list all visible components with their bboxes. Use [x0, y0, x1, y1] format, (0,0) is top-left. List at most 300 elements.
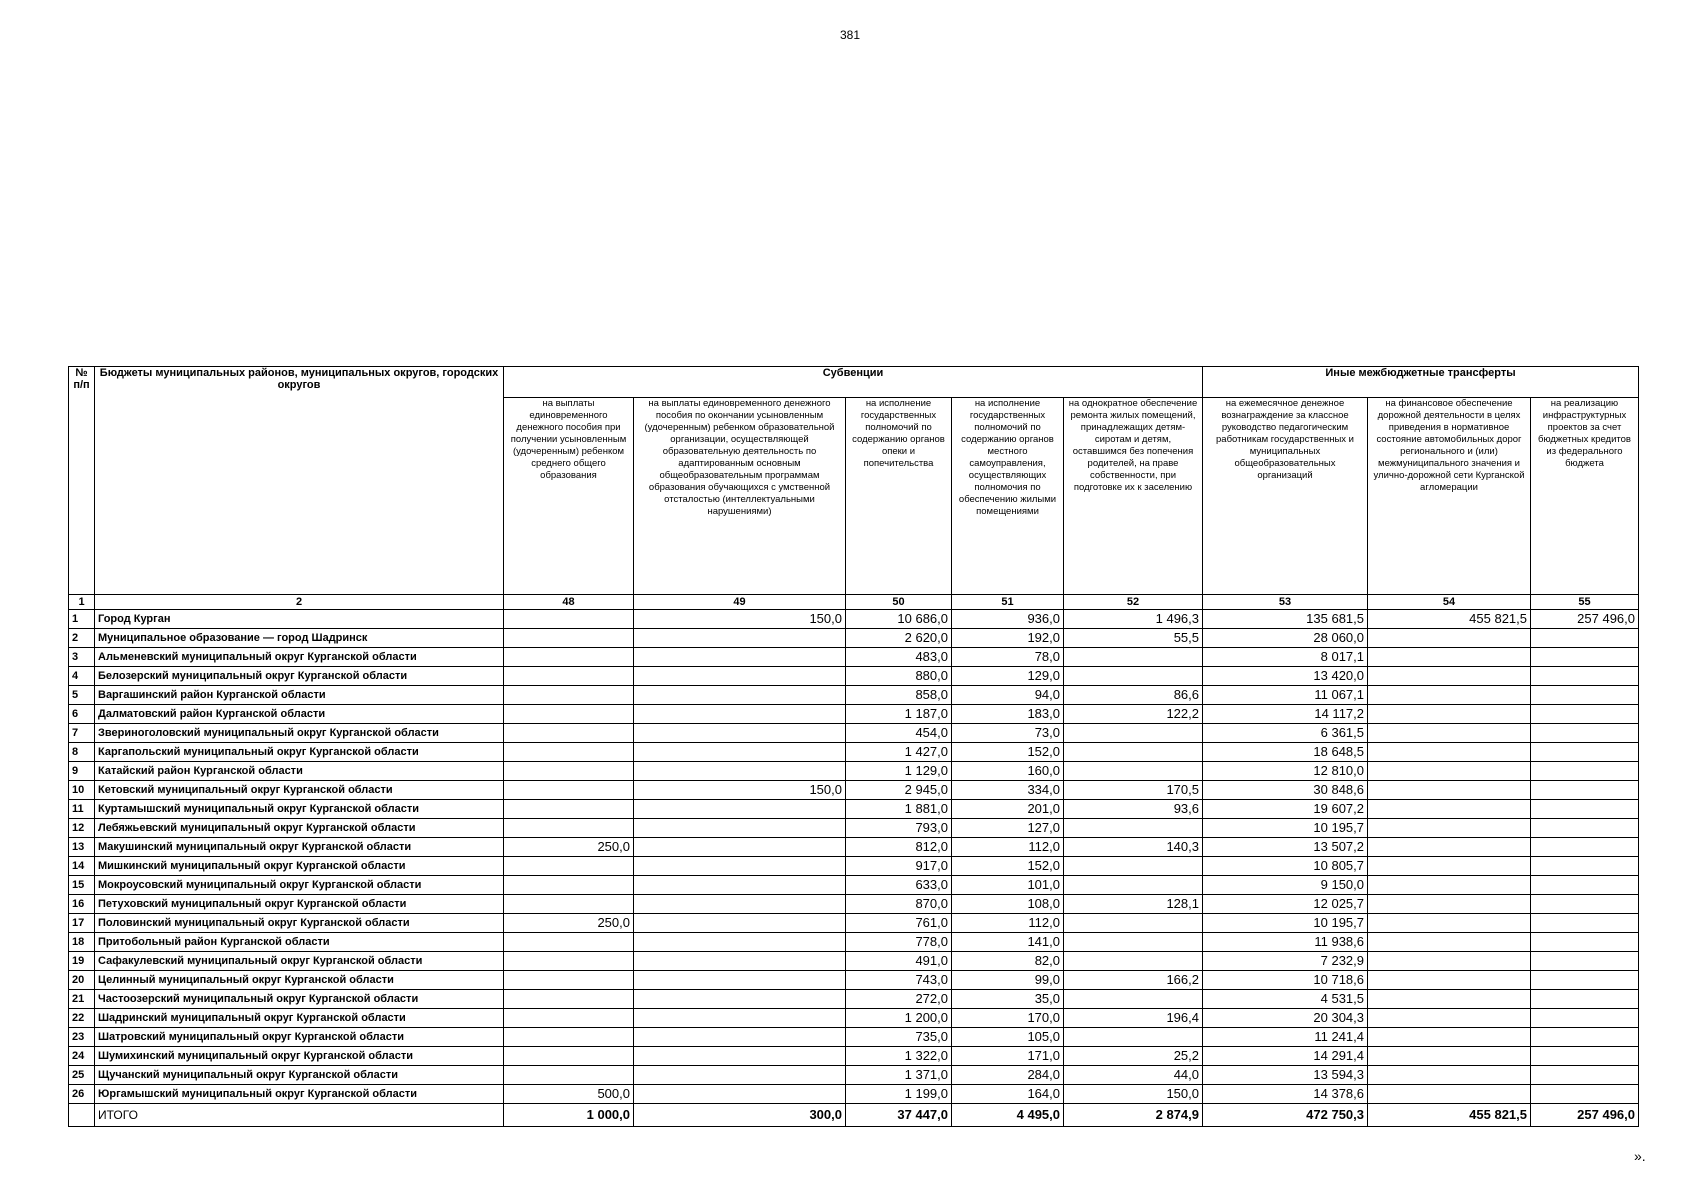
- row-number: 10: [69, 781, 95, 800]
- value-cell: 196,4: [1064, 1009, 1203, 1028]
- table-row: [69, 876, 1639, 895]
- column-number: 49: [634, 595, 846, 610]
- value-cell: 1 199,0: [846, 1085, 952, 1104]
- value-cell: [1531, 686, 1639, 705]
- value-cell: 10 195,7: [1203, 914, 1368, 933]
- value-cell: [634, 667, 846, 686]
- value-cell: 11 067,1: [1203, 686, 1368, 705]
- value-cell: 108,0: [952, 895, 1064, 914]
- table-row: [69, 629, 1639, 648]
- value-cell: [504, 876, 634, 895]
- budget-name: Петуховский муниципальный округ Курганской области: [95, 895, 504, 914]
- value-cell: [504, 686, 634, 705]
- header-row-column-numbers: [69, 595, 1639, 610]
- value-cell: [1531, 1047, 1639, 1066]
- value-cell: [634, 933, 846, 952]
- value-cell: [1064, 743, 1203, 762]
- value-cell: 170,0: [952, 1009, 1064, 1028]
- value-cell: 140,3: [1064, 838, 1203, 857]
- value-cell: [634, 686, 846, 705]
- budget-name: Варгашинский район Курганской области: [95, 686, 504, 705]
- budget-name: Город Курган: [95, 610, 504, 629]
- value-cell: 166,2: [1064, 971, 1203, 990]
- value-cell: [1368, 743, 1531, 762]
- value-cell: 334,0: [952, 781, 1064, 800]
- value-cell: [634, 990, 846, 1009]
- table-body: [69, 610, 1639, 1127]
- value-cell: [504, 990, 634, 1009]
- row-number: 21: [69, 990, 95, 1009]
- row-number: 1: [69, 610, 95, 629]
- value-cell: 10 686,0: [846, 610, 952, 629]
- value-cell: [1368, 819, 1531, 838]
- value-cell: [1531, 648, 1639, 667]
- table-row: [69, 781, 1639, 800]
- value-cell: 880,0: [846, 667, 952, 686]
- value-cell: 500,0: [504, 1085, 634, 1104]
- closing-quote-mark: ».: [1634, 1148, 1646, 1164]
- value-cell: [1064, 952, 1203, 971]
- value-cell: 778,0: [846, 933, 952, 952]
- value-cell: 454,0: [846, 724, 952, 743]
- row-number: 22: [69, 1009, 95, 1028]
- row-number: 13: [69, 838, 95, 857]
- budget-name: Катайский район Курганской области: [95, 762, 504, 781]
- value-cell: 150,0: [1064, 1085, 1203, 1104]
- budget-name: Сафакулевский муниципальный округ Курганской области: [95, 952, 504, 971]
- value-cell: [1064, 762, 1203, 781]
- value-cell: 171,0: [952, 1047, 1064, 1066]
- column-label: на исполнение государственных полномочий по содержанию органов местного самоуправления, осуществляющих полномочия по обеспечению жилыми помещениями: [952, 398, 1064, 595]
- budget-name: Муниципальное образование — город Шадринск: [95, 629, 504, 648]
- value-cell: [1368, 686, 1531, 705]
- value-cell: 20 304,3: [1203, 1009, 1368, 1028]
- total-row: [69, 1104, 1639, 1127]
- value-cell: 183,0: [952, 705, 1064, 724]
- value-cell: [504, 857, 634, 876]
- value-cell: [1368, 895, 1531, 914]
- value-cell: [504, 781, 634, 800]
- value-cell: [634, 1066, 846, 1085]
- value-cell: [504, 610, 634, 629]
- value-cell: 152,0: [952, 743, 1064, 762]
- table-row: [69, 686, 1639, 705]
- value-cell: 150,0: [634, 610, 846, 629]
- value-cell: 1 881,0: [846, 800, 952, 819]
- value-cell: 455 821,5: [1368, 1104, 1531, 1127]
- value-cell: [1064, 667, 1203, 686]
- value-cell: [1064, 648, 1203, 667]
- value-cell: 10 195,7: [1203, 819, 1368, 838]
- column-label: на выплаты единовременного денежного пособия при получении усыновленным (удочеренным) ребенком среднего общего образования: [504, 398, 634, 595]
- table-row: [69, 800, 1639, 819]
- value-cell: 9 150,0: [1203, 876, 1368, 895]
- row-number: 7: [69, 724, 95, 743]
- value-cell: 35,0: [952, 990, 1064, 1009]
- value-cell: [1368, 1085, 1531, 1104]
- value-cell: 101,0: [952, 876, 1064, 895]
- budget-name: Притобольный район Курганской области: [95, 933, 504, 952]
- value-cell: [634, 914, 846, 933]
- budget-name: Половинский муниципальный округ Курганской области: [95, 914, 504, 933]
- value-cell: 13 420,0: [1203, 667, 1368, 686]
- row-number: 24: [69, 1047, 95, 1066]
- value-cell: [504, 762, 634, 781]
- value-cell: [634, 838, 846, 857]
- value-cell: [1368, 838, 1531, 857]
- table-row: [69, 990, 1639, 1009]
- value-cell: [504, 971, 634, 990]
- row-number: 18: [69, 933, 95, 952]
- value-cell: 86,6: [1064, 686, 1203, 705]
- value-cell: 12 810,0: [1203, 762, 1368, 781]
- value-cell: [1368, 1047, 1531, 1066]
- value-cell: 127,0: [952, 819, 1064, 838]
- row-number: 11: [69, 800, 95, 819]
- value-cell: 257 496,0: [1531, 610, 1639, 629]
- value-cell: [1064, 1028, 1203, 1047]
- value-cell: [1064, 914, 1203, 933]
- budget-name: Щучанский муниципальный округ Курганской области: [95, 1066, 504, 1085]
- row-number: 6: [69, 705, 95, 724]
- table-row: [69, 819, 1639, 838]
- value-cell: 55,5: [1064, 629, 1203, 648]
- value-cell: 1 200,0: [846, 1009, 952, 1028]
- value-cell: [504, 819, 634, 838]
- value-cell: [1368, 933, 1531, 952]
- value-cell: 129,0: [952, 667, 1064, 686]
- row-number: 5: [69, 686, 95, 705]
- row-number: 17: [69, 914, 95, 933]
- value-cell: 14 378,6: [1203, 1085, 1368, 1104]
- row-number: 20: [69, 971, 95, 990]
- value-cell: 761,0: [846, 914, 952, 933]
- row-number: 4: [69, 667, 95, 686]
- budget-table: [68, 366, 1639, 1127]
- value-cell: [634, 724, 846, 743]
- value-cell: [1531, 952, 1639, 971]
- row-number: 2: [69, 629, 95, 648]
- table-row: [69, 838, 1639, 857]
- value-cell: 105,0: [952, 1028, 1064, 1047]
- table-row: [69, 857, 1639, 876]
- column-number: 53: [1203, 595, 1368, 610]
- column-number: 51: [952, 595, 1064, 610]
- value-cell: [1531, 1028, 1639, 1047]
- value-cell: [1531, 705, 1639, 724]
- value-cell: 11 241,4: [1203, 1028, 1368, 1047]
- value-cell: [504, 1047, 634, 1066]
- col-no-header: № п/п: [69, 367, 95, 595]
- value-cell: [634, 743, 846, 762]
- value-cell: [634, 648, 846, 667]
- budget-name: Юргамышский муниципальный округ Курганской области: [95, 1085, 504, 1104]
- budget-name: Макушинский муниципальный округ Курганской области: [95, 838, 504, 857]
- value-cell: 1 496,3: [1064, 610, 1203, 629]
- value-cell: 99,0: [952, 971, 1064, 990]
- budget-name: Альменевский муниципальный округ Курганской области: [95, 648, 504, 667]
- value-cell: 37 447,0: [846, 1104, 952, 1127]
- value-cell: [1064, 990, 1203, 1009]
- value-cell: [1368, 781, 1531, 800]
- value-cell: [1368, 1028, 1531, 1047]
- row-number: 14: [69, 857, 95, 876]
- value-cell: [1368, 724, 1531, 743]
- value-cell: 250,0: [504, 914, 634, 933]
- value-cell: 128,1: [1064, 895, 1203, 914]
- value-cell: [1531, 895, 1639, 914]
- value-cell: 1 187,0: [846, 705, 952, 724]
- value-cell: [634, 1085, 846, 1104]
- value-cell: [634, 1028, 846, 1047]
- table-row: [69, 648, 1639, 667]
- value-cell: 78,0: [952, 648, 1064, 667]
- row-number: 23: [69, 1028, 95, 1047]
- value-cell: 73,0: [952, 724, 1064, 743]
- row-number: 12: [69, 819, 95, 838]
- value-cell: [504, 743, 634, 762]
- value-cell: [634, 705, 846, 724]
- value-cell: [504, 724, 634, 743]
- budget-name: Лебяжьевский муниципальный округ Курганской области: [95, 819, 504, 838]
- value-cell: 1 000,0: [504, 1104, 634, 1127]
- value-cell: [1531, 1085, 1639, 1104]
- value-cell: [634, 952, 846, 971]
- row-number: 3: [69, 648, 95, 667]
- value-cell: [504, 800, 634, 819]
- value-cell: 4 531,5: [1203, 990, 1368, 1009]
- budget-name: Каргапольский муниципальный округ Курганской области: [95, 743, 504, 762]
- value-cell: 170,5: [1064, 781, 1203, 800]
- column-number: 50: [846, 595, 952, 610]
- value-cell: [504, 952, 634, 971]
- value-cell: 4 495,0: [952, 1104, 1064, 1127]
- value-cell: [1531, 933, 1639, 952]
- value-cell: [1531, 1066, 1639, 1085]
- value-cell: 472 750,3: [1203, 1104, 1368, 1127]
- col-number-2: 2: [95, 595, 504, 610]
- value-cell: [504, 933, 634, 952]
- value-cell: 94,0: [952, 686, 1064, 705]
- value-cell: 30 848,6: [1203, 781, 1368, 800]
- value-cell: 28 060,0: [1203, 629, 1368, 648]
- budget-name: Частоозерский муниципальный округ Курганской области: [95, 990, 504, 1009]
- value-cell: [504, 648, 634, 667]
- budget-name: Мокроусовский муниципальный округ Курганской области: [95, 876, 504, 895]
- value-cell: 13 507,2: [1203, 838, 1368, 857]
- value-cell: [1064, 857, 1203, 876]
- header-row-groups: [69, 367, 1639, 398]
- table-row: [69, 724, 1639, 743]
- value-cell: 141,0: [952, 933, 1064, 952]
- column-label: на исполнение государственных полномочий по содержанию органов опеки и попечительства: [846, 398, 952, 595]
- value-cell: 201,0: [952, 800, 1064, 819]
- value-cell: [1064, 724, 1203, 743]
- value-cell: [634, 876, 846, 895]
- value-cell: [1531, 629, 1639, 648]
- value-cell: 14 291,4: [1203, 1047, 1368, 1066]
- value-cell: [1368, 667, 1531, 686]
- column-number: 52: [1064, 595, 1203, 610]
- value-cell: 11 938,6: [1203, 933, 1368, 952]
- value-cell: 44,0: [1064, 1066, 1203, 1085]
- value-cell: 2 620,0: [846, 629, 952, 648]
- value-cell: 917,0: [846, 857, 952, 876]
- value-cell: [1531, 800, 1639, 819]
- value-cell: 112,0: [952, 914, 1064, 933]
- value-cell: 272,0: [846, 990, 952, 1009]
- value-cell: 122,2: [1064, 705, 1203, 724]
- value-cell: [634, 895, 846, 914]
- value-cell: 2 945,0: [846, 781, 952, 800]
- column-number: 55: [1531, 595, 1639, 610]
- table-row: [69, 952, 1639, 971]
- value-cell: [1531, 876, 1639, 895]
- value-cell: 250,0: [504, 838, 634, 857]
- value-cell: 936,0: [952, 610, 1064, 629]
- column-label: на реализацию инфраструктурных проектов за счет бюджетных кредитов из федерального бюджета: [1531, 398, 1639, 595]
- budget-name: Шатровский муниципальный округ Курганской области: [95, 1028, 504, 1047]
- value-cell: 19 607,2: [1203, 800, 1368, 819]
- value-cell: [504, 1009, 634, 1028]
- value-cell: 10 718,6: [1203, 971, 1368, 990]
- value-cell: 8 017,1: [1203, 648, 1368, 667]
- column-number: 54: [1368, 595, 1531, 610]
- value-cell: 152,0: [952, 857, 1064, 876]
- value-cell: [1064, 819, 1203, 838]
- value-cell: [634, 819, 846, 838]
- budget-name: Белозерский муниципальный округ Курганской области: [95, 667, 504, 686]
- value-cell: [504, 1066, 634, 1085]
- total-label: ИТОГО: [95, 1104, 504, 1127]
- column-label: на ежемесячное денежное вознаграждение за классное руководство педагогическим работникам государственных и муниципальных общеобразовательных организаций: [1203, 398, 1368, 595]
- value-cell: [1064, 933, 1203, 952]
- value-cell: [1368, 629, 1531, 648]
- budget-name: Звериноголовский муниципальный округ Курганской области: [95, 724, 504, 743]
- group-other-transfers-header: Иные межбюджетные трансферты: [1203, 367, 1639, 398]
- value-cell: [1368, 1066, 1531, 1085]
- value-cell: [634, 629, 846, 648]
- value-cell: 491,0: [846, 952, 952, 971]
- value-cell: [1064, 876, 1203, 895]
- budget-name: Шадринский муниципальный округ Курганской области: [95, 1009, 504, 1028]
- column-label: на однократное обеспечение ремонта жилых помещений, принадлежащих детям-сиротам и детям, оставшимся без попечения родителей, на праве собственности, при подготовке их к заселению: [1064, 398, 1203, 595]
- table-row: [69, 933, 1639, 952]
- value-cell: [504, 705, 634, 724]
- value-cell: [1531, 724, 1639, 743]
- value-cell: 135 681,5: [1203, 610, 1368, 629]
- value-cell: [504, 1028, 634, 1047]
- value-cell: 13 594,3: [1203, 1066, 1368, 1085]
- value-cell: [634, 857, 846, 876]
- value-cell: 6 361,5: [1203, 724, 1368, 743]
- value-cell: 812,0: [846, 838, 952, 857]
- value-cell: [1531, 990, 1639, 1009]
- value-cell: 2 874,9: [1064, 1104, 1203, 1127]
- value-cell: [1531, 762, 1639, 781]
- value-cell: 82,0: [952, 952, 1064, 971]
- budget-name: Целинный муниципальный округ Курганской области: [95, 971, 504, 990]
- value-cell: [1368, 705, 1531, 724]
- value-cell: 10 805,7: [1203, 857, 1368, 876]
- value-cell: 12 025,7: [1203, 895, 1368, 914]
- value-cell: [504, 895, 634, 914]
- row-number: 9: [69, 762, 95, 781]
- budget-name: Шумихинский муниципальный округ Курганской области: [95, 1047, 504, 1066]
- row-number: 19: [69, 952, 95, 971]
- budget-name: Куртамышский муниципальный округ Курганской области: [95, 800, 504, 819]
- value-cell: [1368, 952, 1531, 971]
- row-number: 25: [69, 1066, 95, 1085]
- value-cell: [1531, 857, 1639, 876]
- col-number-1: 1: [69, 595, 95, 610]
- table-row: [69, 762, 1639, 781]
- value-cell: [1368, 990, 1531, 1009]
- table-row: [69, 667, 1639, 686]
- value-cell: [1531, 1009, 1639, 1028]
- value-cell: [1368, 914, 1531, 933]
- row-number: 8: [69, 743, 95, 762]
- row-number: 26: [69, 1085, 95, 1104]
- value-cell: [1368, 876, 1531, 895]
- value-cell: [1531, 971, 1639, 990]
- value-cell: 870,0: [846, 895, 952, 914]
- value-cell: 14 117,2: [1203, 705, 1368, 724]
- value-cell: 633,0: [846, 876, 952, 895]
- value-cell: [1531, 667, 1639, 686]
- group-subventions-header: Субвенции: [504, 367, 1203, 398]
- table-row: [69, 610, 1639, 629]
- value-cell: 257 496,0: [1531, 1104, 1639, 1127]
- table-row: [69, 1028, 1639, 1047]
- table-row: [69, 705, 1639, 724]
- table-row: [69, 1066, 1639, 1085]
- column-label: на финансовое обеспечение дорожной деятельности в целях приведения в нормативное состояние автомобильных дорог регионального и (или) межмуниципального значения и улично-дорожной сети Курганской агломерации: [1368, 398, 1531, 595]
- value-cell: 150,0: [634, 781, 846, 800]
- value-cell: [1368, 762, 1531, 781]
- row-number: 16: [69, 895, 95, 914]
- table-row: [69, 914, 1639, 933]
- value-cell: 25,2: [1064, 1047, 1203, 1066]
- table-row: [69, 1009, 1639, 1028]
- col-name-header: Бюджеты муниципальных районов, муниципальных округов, городских округов: [95, 367, 504, 595]
- value-cell: [634, 971, 846, 990]
- value-cell: 160,0: [952, 762, 1064, 781]
- value-cell: [1531, 819, 1639, 838]
- value-cell: 793,0: [846, 819, 952, 838]
- value-cell: [504, 629, 634, 648]
- value-cell: [1531, 781, 1639, 800]
- budget-name: Далматовский район Курганской области: [95, 705, 504, 724]
- value-cell: 300,0: [634, 1104, 846, 1127]
- value-cell: [1531, 838, 1639, 857]
- value-cell: 858,0: [846, 686, 952, 705]
- budget-table-wrapper: [68, 366, 1639, 1127]
- value-cell: [1531, 914, 1639, 933]
- value-cell: [1368, 971, 1531, 990]
- value-cell: [1368, 857, 1531, 876]
- value-cell: 455 821,5: [1368, 610, 1531, 629]
- value-cell: 743,0: [846, 971, 952, 990]
- value-cell: 284,0: [952, 1066, 1064, 1085]
- column-number: 48: [504, 595, 634, 610]
- value-cell: 164,0: [952, 1085, 1064, 1104]
- value-cell: [1368, 1009, 1531, 1028]
- value-cell: 112,0: [952, 838, 1064, 857]
- table-row: [69, 1047, 1639, 1066]
- value-cell: [1531, 743, 1639, 762]
- table-row: [69, 743, 1639, 762]
